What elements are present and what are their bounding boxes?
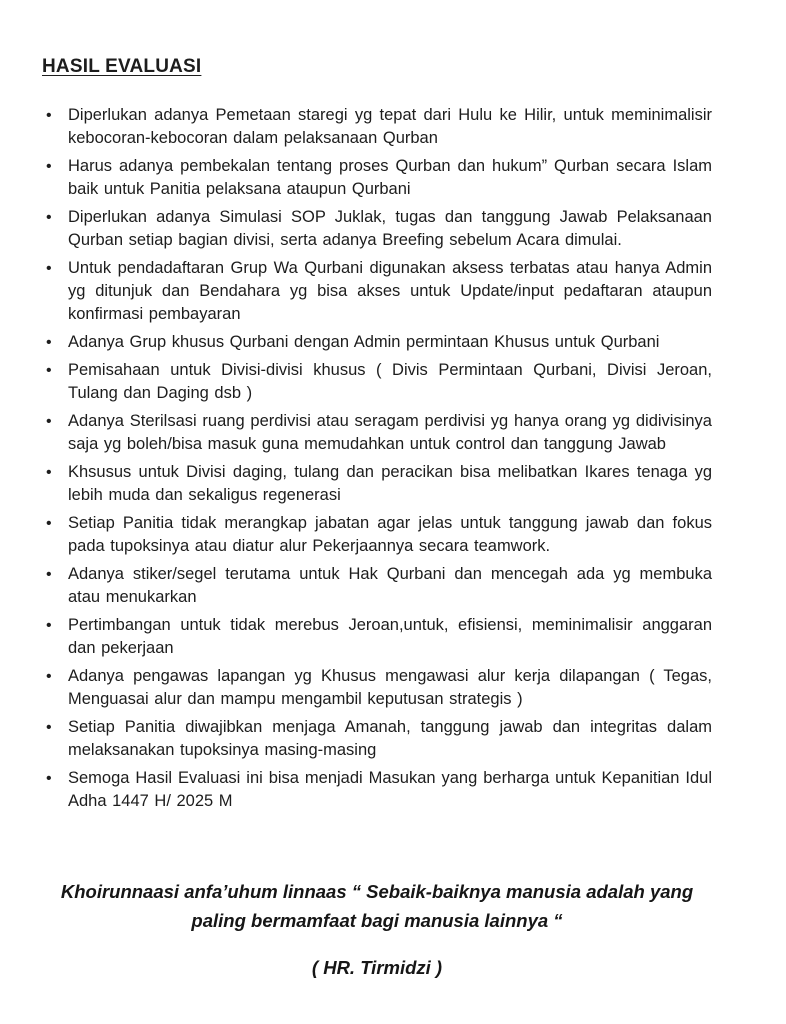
list-item-text: Setiap Panitia diwajibkan menjaga Amanah, tanggung jawab dan integritas dalam melaksanakan tupoksinya masing-masing (68, 718, 712, 759)
list-item (42, 563, 712, 609)
list-item-text: Khsusus untuk Divisi daging, tulang dan peracikan bisa melibatkan Ikares tenaga yg lebih muda dan sekaligus regenerasi (68, 463, 712, 504)
list-item-text: Setiap Panitia tidak merangkap jabatan agar jelas untuk tanggung jawab dan fokus pada tupoksinya atau diatur alur Pekerjaannya secara teamwork. (68, 514, 712, 555)
list-item-text: Pemisahaan untuk Divisi-divisi khusus ( Divis Permintaan Qurbani, Divisi Jeroan, Tulang dan Daging dsb ) (68, 361, 712, 402)
list-item (42, 512, 712, 558)
bullet-icon: • (46, 260, 52, 277)
list-item-text: Untuk pendadaftaran Grup Wa Qurbani digunakan aksess terbatas atau hanya Admin yg ditunjuk dan Bendahara yg bisa akses untuk Update/input pedaftaran ataupun konfirmasi pembayaran (68, 259, 712, 323)
list-item (42, 767, 712, 813)
list-item (42, 104, 712, 150)
list-item (42, 257, 712, 326)
quote-attribution: ( HR. Tirmidzi ) (311, 957, 443, 978)
list-item-text: Semoga Hasil Evaluasi ini bisa menjadi Masukan yang berharga untuk Kepanitian Idul Adha 1447 H/ 2025 M (68, 769, 712, 810)
list-item-text: Diperlukan adanya Simulasi SOP Juklak, tugas dan tanggung Jawab Pelaksanaan Qurban setiap bagian divisi, serta adanya Breefing sebelum Acara dimulai. (68, 208, 712, 249)
list-item (42, 614, 712, 660)
evaluation-list (42, 104, 712, 813)
bullet-icon: • (46, 413, 52, 430)
list-item-text: Diperlukan adanya Pemetaan staregi yg tepat dari Hulu ke Hilir, untuk meminimalisir kebocoran-kebocoran dalam pelaksanaan Qurban (68, 106, 712, 147)
bullet-icon: • (46, 566, 52, 583)
bullet-icon: • (46, 719, 52, 736)
page-title: HASIL EVALUASI (42, 56, 202, 77)
bullet-icon: • (46, 158, 52, 175)
list-item (42, 461, 712, 507)
list-item (42, 206, 712, 252)
list-item (42, 331, 712, 354)
bullet-icon: • (46, 209, 52, 226)
bullet-icon: • (46, 464, 52, 481)
bullet-icon: • (46, 107, 52, 124)
list-item (42, 410, 712, 456)
closing-quote: Khoirunnaasi anfa’uhum linnaas “ Sebaik-baiknya manusia adalah yang paling bermamfaat bagi manusia lainnya “ (60, 881, 694, 931)
list-item-text: Adanya stiker/segel terutama untuk Hak Qurbani dan mencegah ada yg membuka atau menukarkan (68, 565, 712, 606)
bullet-icon: • (46, 362, 52, 379)
list-item (42, 716, 712, 762)
bullet-icon: • (46, 617, 52, 634)
list-item-text: Adanya pengawas lapangan yg Khusus mengawasi alur kerja dilapangan ( Tegas, Menguasai alur dan mampu mengambil keputusan strategis ) (68, 667, 712, 708)
list-item-text: Adanya Grup khusus Qurbani dengan Admin permintaan Khusus untuk Qurbani (68, 333, 660, 351)
bullet-icon: • (46, 770, 52, 787)
bullet-icon: • (46, 515, 52, 532)
list-item-text: Pertimbangan untuk tidak merebus Jeroan,untuk, efisiensi, meminimalisir anggaran dan pekerjaan (68, 616, 712, 657)
list-item-text: Harus adanya pembekalan tentang proses Qurban dan hukum” Qurban secara Islam baik untuk Panitia pelaksana ataupun Qurbani (68, 157, 712, 198)
bullet-icon: • (46, 668, 52, 685)
list-item (42, 665, 712, 711)
bullet-icon: • (46, 334, 52, 351)
list-item-text: Adanya Sterilsasi ruang perdivisi atau seragam perdivisi yg hanya orang yg didivisinya saja yg boleh/bisa masuk guna memudahkan untuk control dan tanggung Jawab (68, 412, 712, 453)
list-item (42, 155, 712, 201)
list-item (42, 359, 712, 405)
